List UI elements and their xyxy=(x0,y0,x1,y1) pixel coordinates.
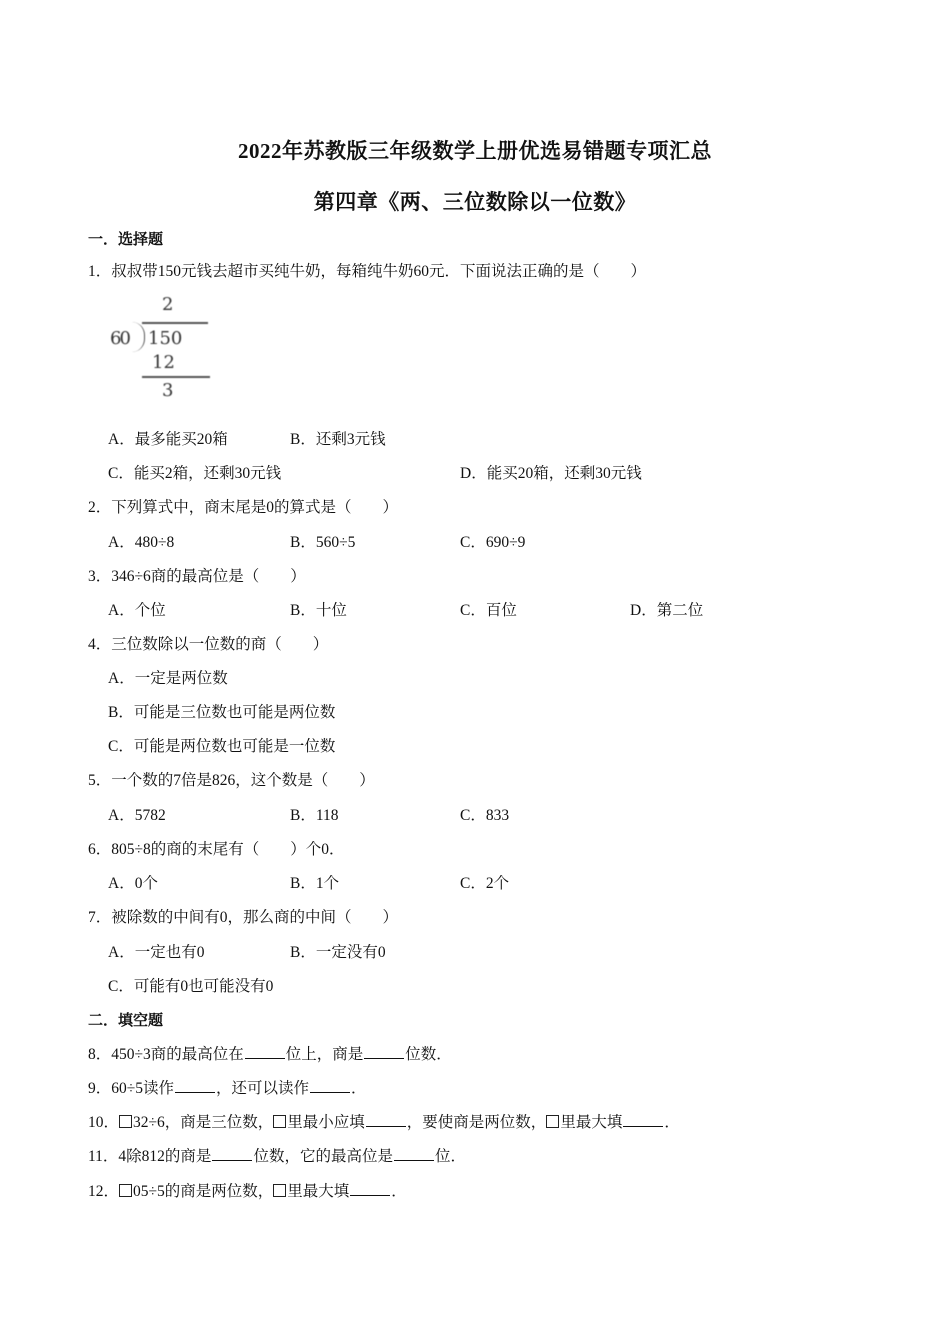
q11-answer-blank-2[interactable] xyxy=(394,1159,434,1161)
q2-option-c: C．690÷9 xyxy=(460,534,526,551)
section-heading-fill: 二．填空题 xyxy=(88,1013,164,1029)
q7-option-a: A．一定也有0 xyxy=(108,944,205,961)
division-quotient: 2 xyxy=(162,294,174,315)
division-bracket xyxy=(132,322,145,352)
question-5: 5．一个数的7倍是826，这个数是（ ） xyxy=(88,772,375,789)
q9-answer-blank-2[interactable] xyxy=(310,1091,350,1093)
q10-text-2: 32÷6，商是三位数， xyxy=(133,1114,274,1131)
q4-option-c: C．可能是两位数也可能是一位数 xyxy=(108,738,336,755)
q9-text-3: ． xyxy=(351,1080,367,1097)
q1-option-d: D．能买20箱，还剩30元钱 xyxy=(460,465,642,482)
q8-answer-blank-2[interactable] xyxy=(364,1057,404,1059)
q10-answer-blank-2[interactable] xyxy=(623,1125,663,1127)
q6-option-a: A．0个 xyxy=(108,875,158,892)
square-box-icon xyxy=(273,1184,286,1197)
division-top-line xyxy=(142,322,208,324)
q12-text-3: 里最大填 xyxy=(287,1183,350,1200)
question-10 xyxy=(88,1110,680,1132)
square-box-icon xyxy=(546,1115,559,1128)
q12-answer-blank-1[interactable] xyxy=(350,1194,390,1196)
division-remainder: 3 xyxy=(162,380,174,401)
question-1: 1．叔叔带150元钱去超市买纯牛奶，每箱纯牛奶60元．下面说法正确的是（ ） xyxy=(88,263,647,280)
q3-option-d: D．第二位 xyxy=(630,602,704,619)
square-box-icon xyxy=(119,1115,132,1128)
q1-option-b: B．还剩3元钱 xyxy=(290,431,386,448)
q1-option-c: C．能买2箱，还剩30元钱 xyxy=(108,465,282,482)
question-9 xyxy=(88,1076,367,1098)
section-heading-choice: 一．选择题 xyxy=(88,232,164,248)
square-box-icon xyxy=(119,1184,132,1197)
division-product: 12 xyxy=(152,352,175,373)
q5-option-a: A．5782 xyxy=(108,807,166,824)
q10-text-5: 里最大填 xyxy=(560,1114,623,1131)
chapter-title: 第四章《两、三位数除以一位数》 xyxy=(313,190,637,214)
q8-text-2: 位上，商是 xyxy=(285,1046,364,1063)
q4-option-b: B．可能是三位数也可能是两位数 xyxy=(108,704,336,721)
q3-option-a: A．个位 xyxy=(108,602,166,619)
q7-option-b: B．一定没有0 xyxy=(290,944,386,961)
q10-text-3: 里最小应填 xyxy=(287,1114,365,1131)
q12-text-1: 12． xyxy=(88,1183,120,1200)
question-6: 6．805÷8的商的末尾有（ ）个0． xyxy=(88,841,345,858)
division-bottom-line xyxy=(142,376,210,378)
q11-text-2: 位数，它的最高位是 xyxy=(253,1148,393,1165)
q2-option-b: B．560÷5 xyxy=(290,534,356,551)
q10-text-4: ，要使商是两位数， xyxy=(406,1114,547,1131)
q9-text-1: 9．60÷5读作 xyxy=(88,1080,175,1097)
q5-option-b: B．118 xyxy=(290,807,339,824)
q10-answer-blank-1[interactable] xyxy=(366,1125,406,1127)
question-11 xyxy=(88,1144,466,1166)
q3-option-b: B．十位 xyxy=(290,602,347,619)
q10-text-1: 10． xyxy=(88,1114,120,1131)
q12-text-2: 05÷5的商是两位数， xyxy=(133,1183,274,1200)
q6-option-c: C．2个 xyxy=(460,875,510,892)
q9-text-2: ，还可以读作 xyxy=(216,1080,310,1097)
q2-option-a: A．480÷8 xyxy=(108,534,175,551)
q5-option-c: C．833 xyxy=(460,807,510,824)
q8-text-1: 8．450÷3商的最高位在 xyxy=(88,1046,244,1063)
division-dividend: 150 xyxy=(148,328,183,349)
q1-option-a: A．最多能买20箱 xyxy=(108,431,228,448)
question-7: 7．被除数的中间有0，那么商的中间（ ） xyxy=(88,909,399,926)
q7-option-c: C．可能有0也可能没有0 xyxy=(108,978,274,995)
square-box-icon xyxy=(273,1115,286,1128)
division-divisor: 60 xyxy=(110,328,129,349)
question-12 xyxy=(88,1179,407,1201)
question-8 xyxy=(88,1042,452,1064)
q3-option-c: C．百位 xyxy=(460,602,517,619)
long-division-figure xyxy=(108,292,216,404)
q8-text-3: 位数． xyxy=(405,1046,452,1063)
q11-answer-blank-1[interactable] xyxy=(212,1159,252,1161)
q10-text-6: ． xyxy=(664,1114,680,1131)
question-4: 4．三位数除以一位数的商（ ） xyxy=(88,636,329,653)
q6-option-b: B．1个 xyxy=(290,875,340,892)
question-2: 2．下列算式中，商末尾是0的算式是（ ） xyxy=(88,499,399,516)
document-title: 2022年苏教版三年级数学上册优选易错题专项汇总 xyxy=(238,139,712,163)
q9-answer-blank-1[interactable] xyxy=(175,1091,215,1093)
q12-text-4: ． xyxy=(391,1183,407,1200)
q4-option-a: A．一定是两位数 xyxy=(108,670,228,687)
question-3: 3．346÷6商的最高位是（ ） xyxy=(88,568,306,585)
q8-answer-blank-1[interactable] xyxy=(245,1057,285,1059)
q11-text-3: 位． xyxy=(434,1148,466,1165)
q11-text-1: 11．4除812的商是 xyxy=(88,1148,212,1165)
